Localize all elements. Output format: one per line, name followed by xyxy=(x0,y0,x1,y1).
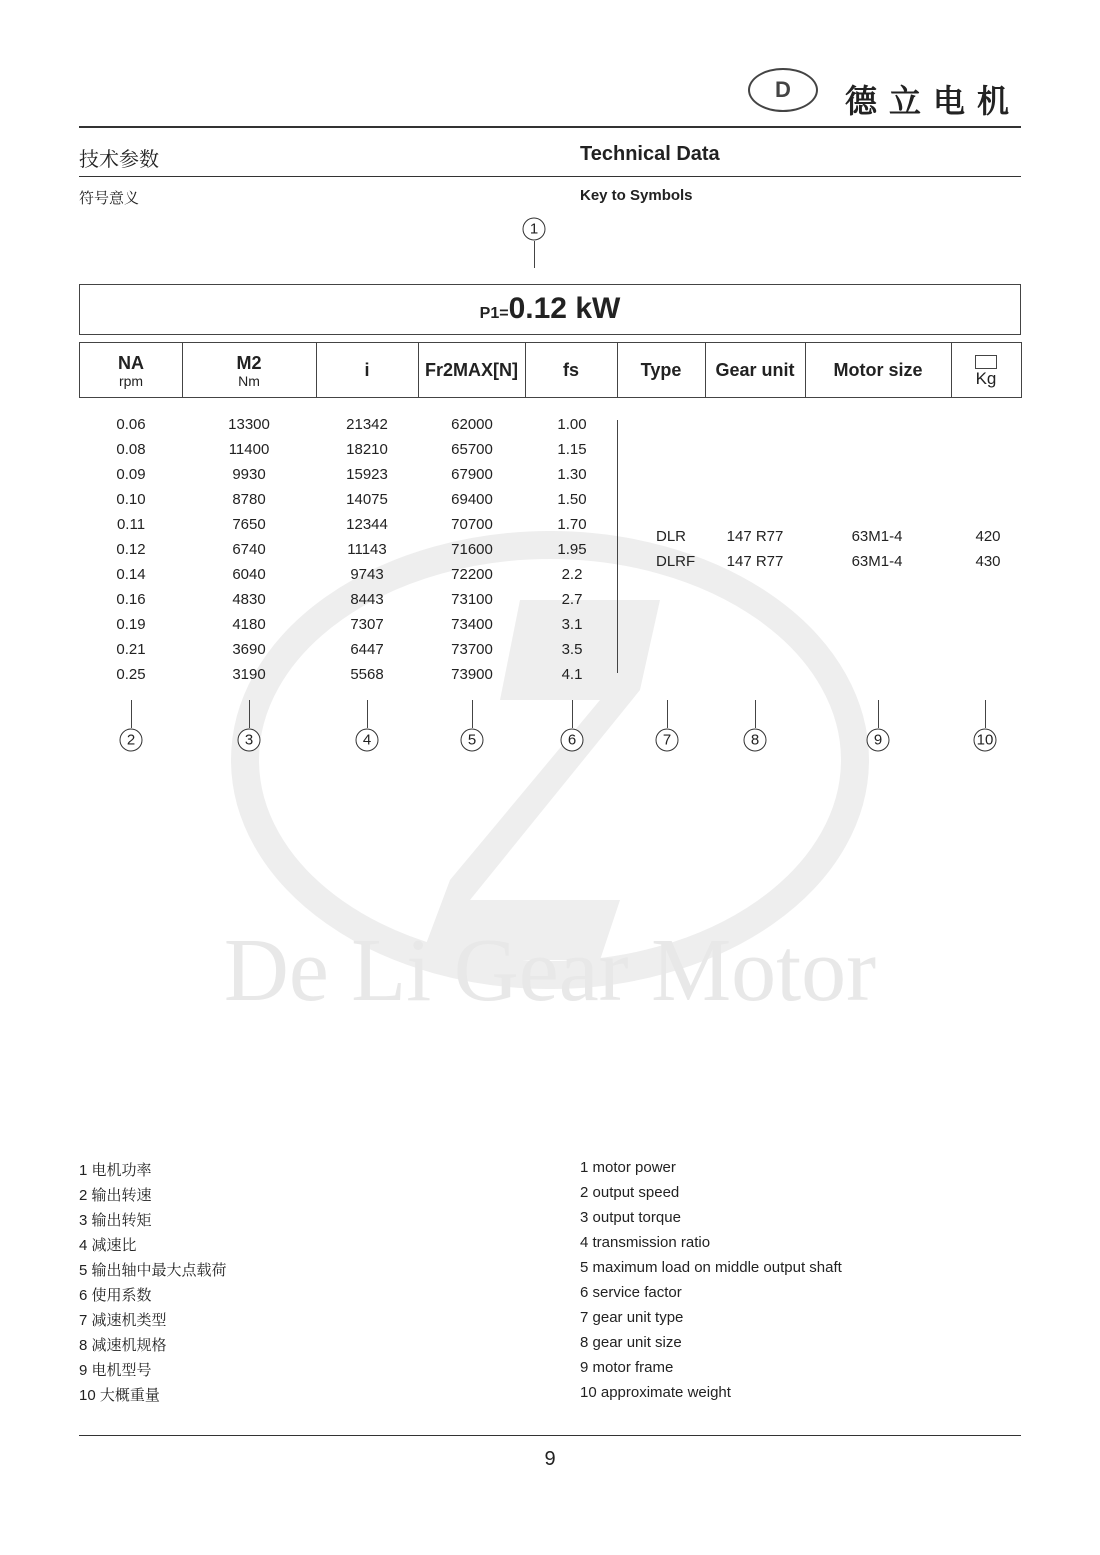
table-cell: 0.25 xyxy=(116,666,146,683)
legend-cn-item: 9 电机型号 xyxy=(79,1362,152,1379)
table-cell: 0.14 xyxy=(116,566,146,583)
table-cell: 73900 xyxy=(451,666,493,683)
legend-en-item: 4 transmission ratio xyxy=(580,1234,711,1251)
marker-9: 9 xyxy=(867,729,890,752)
legend-cn-item: 3 输出转矩 xyxy=(79,1212,152,1229)
table-cell: 7307 xyxy=(350,616,384,633)
variant-cell: 147 R77 xyxy=(726,528,784,545)
column-label: i xyxy=(364,359,370,380)
column-label: NA xyxy=(118,352,144,373)
title-cn: 技术参数 xyxy=(79,149,159,171)
marker-7: 7 xyxy=(656,729,679,752)
legend-cn-item: 4 减速比 xyxy=(79,1237,137,1254)
table-cell: 65700 xyxy=(451,441,493,458)
legend-cn-item: 6 使用系数 xyxy=(79,1287,152,1304)
table-cell: 1.30 xyxy=(557,466,587,483)
column-label: M2 xyxy=(236,352,262,373)
variant-cell: 63M1-4 xyxy=(851,553,903,570)
table-cell: 1.95 xyxy=(557,541,587,558)
table-cell: 0.06 xyxy=(116,416,146,433)
table-cell: 72200 xyxy=(451,566,493,583)
table-cell: 7650 xyxy=(232,516,266,533)
table-cell: 73700 xyxy=(451,641,493,658)
table-cell: 2.7 xyxy=(561,591,583,608)
table-cell: 6447 xyxy=(350,641,384,658)
legend-cn-item: 7 减速机类型 xyxy=(79,1312,167,1329)
legend-en-item: 1 motor power xyxy=(580,1159,676,1176)
table-cell: 8780 xyxy=(232,491,266,508)
legend-en-item: 8 gear unit size xyxy=(580,1334,682,1351)
legend-cn-item: 8 减速机规格 xyxy=(79,1337,167,1354)
table-cell: 1.50 xyxy=(557,491,587,508)
table-cell: 0.09 xyxy=(116,466,146,483)
table-cell: 73400 xyxy=(451,616,493,633)
column-header xyxy=(525,342,618,398)
marker-2: 2 xyxy=(120,729,143,752)
column-unit: rpm xyxy=(118,372,144,389)
column-header xyxy=(705,342,806,398)
variant-cell: 63M1-4 xyxy=(851,528,903,545)
table-cell: 0.08 xyxy=(116,441,146,458)
column-unit: Nm xyxy=(238,372,260,389)
variant-type: DLR xyxy=(656,528,687,545)
marker-10: 10 xyxy=(974,729,997,752)
table-cell: 21342 xyxy=(346,416,388,433)
subtitle-en: Key to Symbols xyxy=(580,187,693,204)
table-cell: 71600 xyxy=(451,541,493,558)
table-cell: 0.10 xyxy=(116,491,146,508)
table-cell: 1.00 xyxy=(557,416,587,433)
column-header xyxy=(316,342,419,398)
table-cell: 1.70 xyxy=(557,516,587,533)
legend-en-item: 6 service factor xyxy=(580,1284,682,1301)
legend-en-item: 10 approximate weight xyxy=(580,1384,731,1401)
page-number: 9 xyxy=(544,1448,556,1470)
column-label: fs xyxy=(562,359,579,380)
table-cell: 4180 xyxy=(232,616,266,633)
table-cell: 11400 xyxy=(228,441,270,458)
column-label: Fr2MAX[N] xyxy=(425,359,518,380)
table-cell: 6040 xyxy=(232,566,266,583)
marker-8: 8 xyxy=(744,729,767,752)
column-header xyxy=(182,342,317,398)
table-cell: 0.16 xyxy=(116,591,146,608)
logo-text: 德立电机 xyxy=(845,82,1022,120)
variant-cell: 420 xyxy=(975,528,1001,545)
table-cell: 3.5 xyxy=(561,641,583,658)
column-header xyxy=(951,342,1022,398)
marker-1: 1 xyxy=(523,218,546,241)
table-cell: 69400 xyxy=(451,491,493,508)
logo: D xyxy=(748,68,818,112)
column-header xyxy=(418,342,526,398)
power-box xyxy=(79,284,1021,335)
column-header xyxy=(617,342,706,398)
table-cell: 3190 xyxy=(232,666,266,683)
legend-cn-item: 5 输出轴中最大点载荷 xyxy=(79,1262,227,1279)
subtitle-cn: 符号意义 xyxy=(79,190,140,207)
table-cell: 67900 xyxy=(451,466,493,483)
table-cell: 8443 xyxy=(350,591,384,608)
table-cell: 12344 xyxy=(346,516,388,533)
legend-en-item: 3 output torque xyxy=(580,1209,681,1226)
legend-cn-item: 1 电机功率 xyxy=(79,1162,152,1179)
table-cell: 9743 xyxy=(350,566,384,583)
table-cell: 4.1 xyxy=(561,666,583,683)
table-cell: 0.19 xyxy=(116,616,146,633)
table-cell: 14075 xyxy=(346,491,388,508)
power-value: 0.12 kW xyxy=(508,292,621,325)
table-cell: 0.21 xyxy=(116,641,146,658)
table-cell: 18210 xyxy=(346,441,388,458)
table-cell: 3690 xyxy=(232,641,266,658)
marker-6: 6 xyxy=(561,729,584,752)
table-cell: 73100 xyxy=(451,591,493,608)
table-cell: 6740 xyxy=(232,541,266,558)
column-label: Type xyxy=(640,359,682,380)
table-cell: 15923 xyxy=(346,466,388,483)
table-cell: 0.11 xyxy=(116,516,146,533)
legend-en-item: 7 gear unit type xyxy=(580,1309,684,1326)
table-cell: 4830 xyxy=(232,591,266,608)
weight-icon xyxy=(975,355,997,369)
marker-4: 4 xyxy=(356,729,379,752)
marker-5: 5 xyxy=(461,729,484,752)
table-cell: 9930 xyxy=(232,466,266,483)
variant-cell: 147 R77 xyxy=(726,553,784,570)
variant-type: DLRF xyxy=(656,553,696,570)
title-en: Technical Data xyxy=(580,143,720,165)
column-label: Motor size xyxy=(833,359,923,380)
table-cell: 62000 xyxy=(451,416,493,433)
legend-en-item: 2 output speed xyxy=(580,1184,680,1201)
column-label: Gear unit xyxy=(715,359,795,380)
table-cell: 2.2 xyxy=(561,566,583,583)
table-cell: 13300 xyxy=(228,416,270,433)
column-header xyxy=(805,342,952,398)
table-cell: 1.15 xyxy=(557,441,587,458)
variant-cell: 430 xyxy=(975,553,1001,570)
legend-cn-item: 2 输出转速 xyxy=(79,1187,152,1204)
column-unit: Kg xyxy=(975,369,997,388)
table-cell: 11143 xyxy=(347,541,387,558)
table-cell: 0.12 xyxy=(116,541,146,558)
marker-3: 3 xyxy=(238,729,261,752)
table-cell: 5568 xyxy=(350,666,384,683)
column-header xyxy=(79,342,183,398)
table-cell: 3.1 xyxy=(561,616,583,633)
legend-en-item: 5 maximum load on middle output shaft xyxy=(580,1259,842,1276)
table-cell: 70700 xyxy=(451,516,493,533)
legend-en-item: 9 motor frame xyxy=(580,1359,674,1376)
power-label: P1= xyxy=(479,305,509,322)
watermark-text: De Li Gear Motor xyxy=(223,921,877,1020)
legend-cn-item: 10 大概重量 xyxy=(79,1387,160,1404)
